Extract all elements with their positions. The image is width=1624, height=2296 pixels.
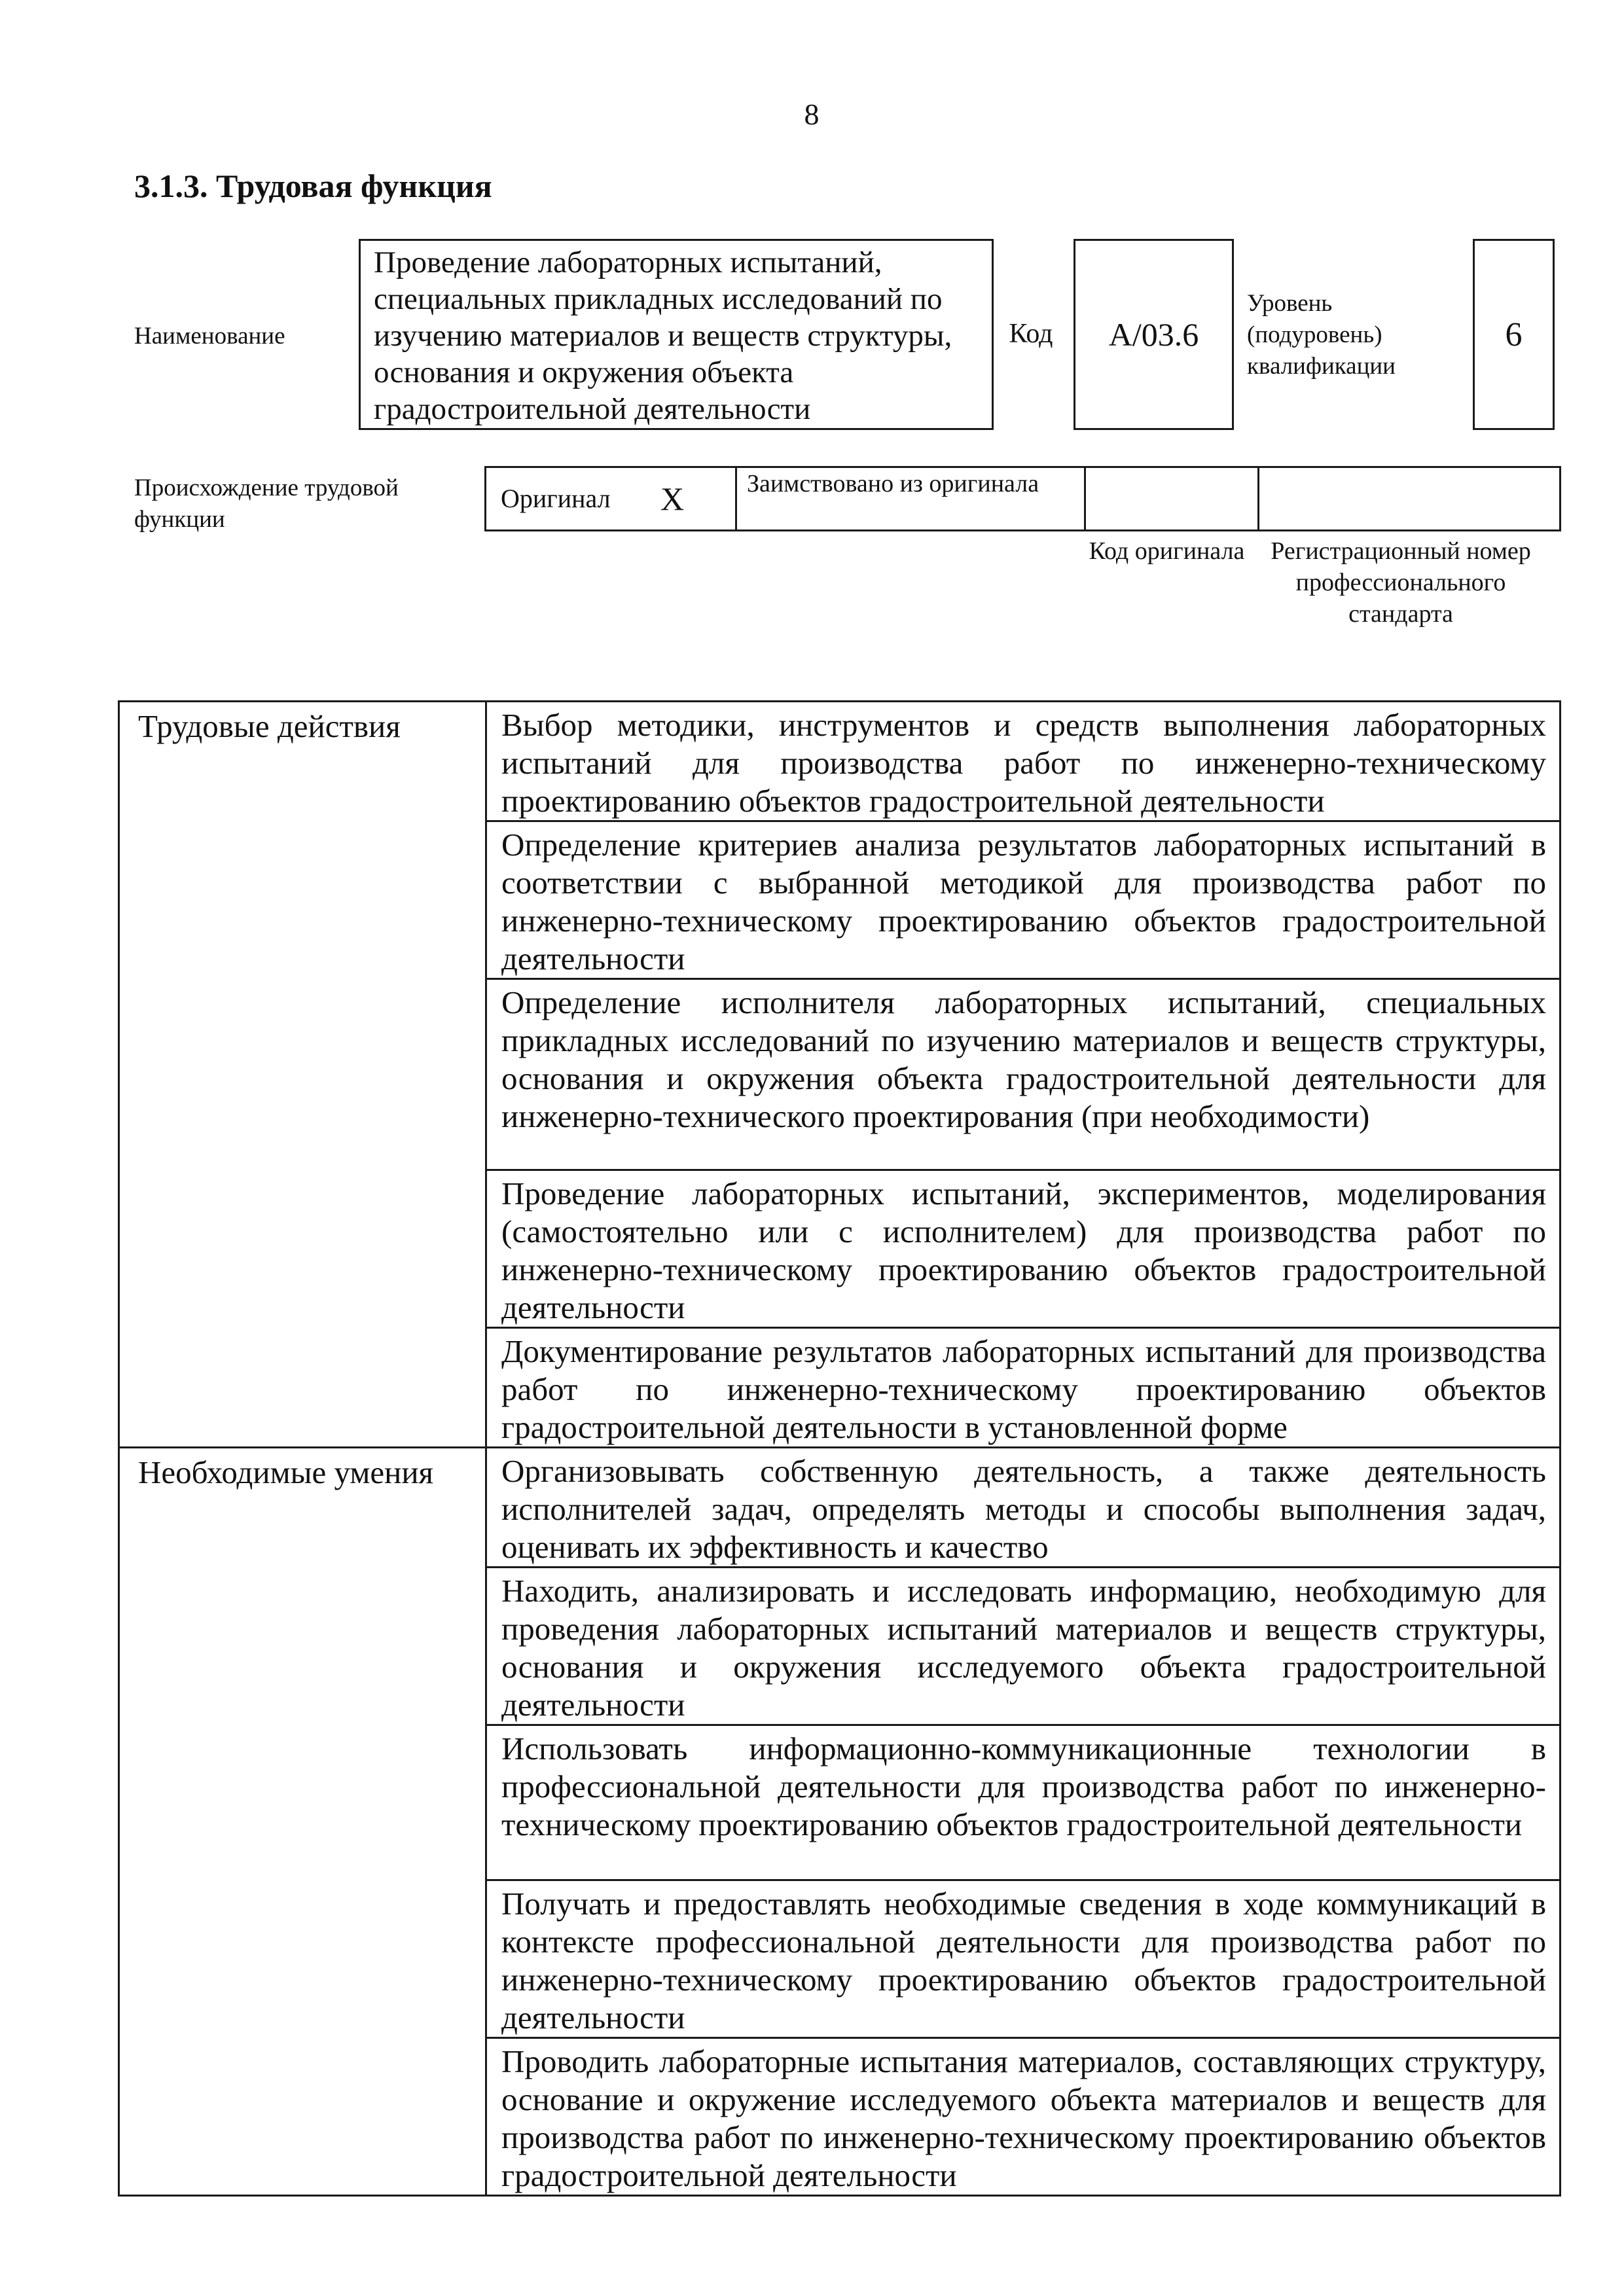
table-row bbox=[119, 1448, 1561, 1568]
origin-divider bbox=[735, 468, 737, 529]
skill-cell: Использовать информационно-коммуникационные технологии в профессиональной деятельности для производства работ по инженерно-техническому проектированию объектов градостроительной деятельности bbox=[486, 1725, 1561, 1880]
labor-action-cell: Документирование результатов лабораторных испытаний для производства работ по инженерно-техническому проектированию объектов градостроительной деятельности в установленной форме bbox=[486, 1328, 1561, 1448]
level-value: 6 bbox=[1473, 239, 1555, 430]
origin-divider bbox=[1084, 468, 1086, 529]
labor-action-cell: Определение исполнителя лабораторных испытаний, специальных прикладных исследований по изучению материалов и веществ структуры, основания и окружения объекта градостроительной деятельности для инженерно-технического проектирования (при необходимости) bbox=[486, 979, 1561, 1170]
skills-label: Необходимые умения bbox=[119, 1448, 486, 2196]
page-number: 8 bbox=[804, 98, 820, 131]
skill-cell: Организовывать собственную деятельность, а также деятельность исполнителей задач, определять методы и способы выполнения задач, оценивать их эффективность и качество bbox=[486, 1448, 1561, 1568]
level-label: Уровень (подуровень) квалификации bbox=[1247, 290, 1396, 380]
origin-divider bbox=[1257, 468, 1259, 529]
name-value-box bbox=[359, 239, 994, 430]
skill-cell: Проводить лабораторные испытания материалов, составляющих структуру, основание и окружение исследуемого объекта материалов и веществ для производства работ по инженерно-техническому проектированию объектов градостроительной деятельности bbox=[486, 2038, 1561, 2196]
skill-cell: Находить, анализировать и исследовать информацию, необходимую для проведения лабораторных испытаний материалов и веществ структуры, основания и окружения исследуемого объекта градостроительной деятельности bbox=[486, 1568, 1561, 1725]
code-label: Код bbox=[1009, 319, 1053, 349]
skill-cell: Получать и предоставлять необходимые сведения в ходе коммуникаций в контексте профессиональной деятельности для производства работ по инженерно-техническому проектированию объектов градостроительной деятельности bbox=[486, 1880, 1561, 2038]
labor-action-cell: Определение критериев анализа результатов лабораторных испытаний в соответствии с выбранной методикой для производства работ по инженерно-техническому проектированию объектов градостроительной деятельности bbox=[486, 821, 1561, 979]
code-value: А/03.6 bbox=[1074, 239, 1234, 430]
name-value: Проведение лабораторных испытаний, специальных прикладных исследований по изучению материалов и веществ структуры, основания и окружения объекта градостроительной деятельности bbox=[374, 245, 952, 426]
code-original-caption: Код оригинала bbox=[1089, 537, 1245, 565]
labor-action-cell: Выбор методики, инструментов и средств выполнения лабораторных испытаний для производства работ по инженерно-техническому проектированию объектов градостроительной деятельности bbox=[486, 702, 1561, 821]
reg-number-caption: Регистрационный номер профессионального стандарта bbox=[1271, 537, 1531, 628]
origin-label: Происхождение трудовой функции bbox=[134, 475, 399, 533]
name-label: Наименование bbox=[134, 323, 285, 350]
original-mark: Х bbox=[660, 480, 685, 517]
labor-action-cell: Проведение лабораторных испытаний, экспериментов, моделирования (самостоятельно или с исполнителем) для производства работ по инженерно-техническому проектированию объектов градостроительной деятельности bbox=[486, 1170, 1561, 1328]
origin-table bbox=[484, 466, 1561, 531]
labor-actions-label: Трудовые действия bbox=[119, 702, 486, 1448]
labor-function-table bbox=[118, 700, 1561, 2197]
original-label: Оригинал bbox=[501, 484, 611, 513]
table-row bbox=[119, 702, 1561, 821]
section-title: 3.1.3. Трудовая функция bbox=[134, 168, 492, 204]
borrowed-label: Заимствовано из оригинала bbox=[747, 470, 1039, 497]
